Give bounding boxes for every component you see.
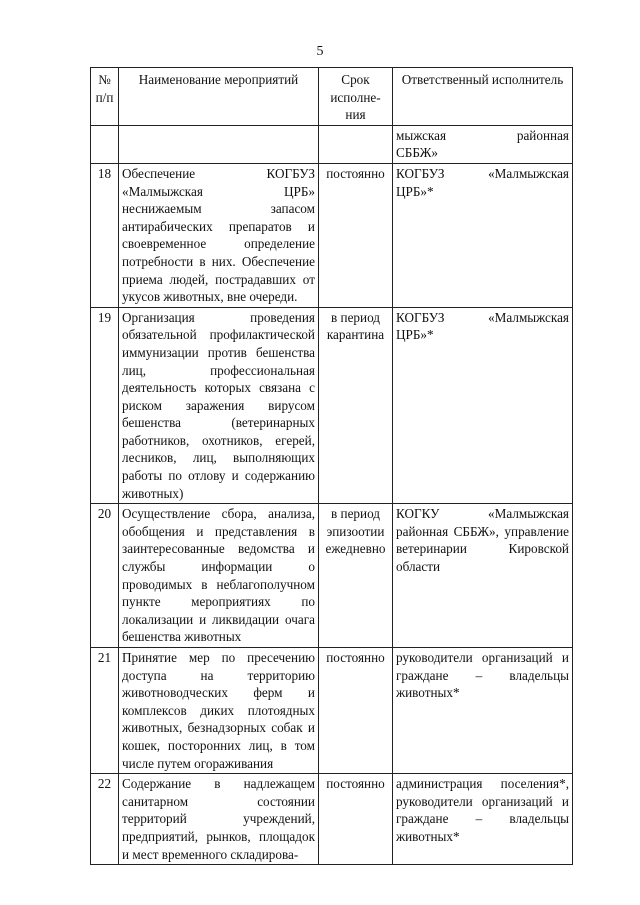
table-header-row <box>91 68 573 126</box>
cell-responsible: КОГБУЗ «Малмыжская ЦРБ»* <box>393 307 573 504</box>
cell-num: 18 <box>91 163 119 307</box>
page-number: 5 <box>316 44 324 59</box>
cell-num: 22 <box>91 774 119 865</box>
cell-term: в период эпизоотии ежедневно <box>319 504 393 648</box>
cell-name: Осуществление сбора, анализа, обобщения и представления в заинтересованные ведомства и службы информации о проводимых в неблагополучном пункте мероприятиях по локализации и ликвидации очага бешенства животных <box>119 504 319 648</box>
header-responsible: Ответственный исполнитель <box>393 68 573 126</box>
cell-name: Принятие мер по пресечению доступа на территорию животноводческих ферм и комплексов диких плотоядных животных, безнадзорных собак и кошек, посторонних лиц, в том числе путем огораживания <box>119 648 319 774</box>
cell-name: Организация проведения обязательной профилактической иммунизации против бешенства лиц, профессиональная деятельность которых связана с риском заражения вирусом бешенства (ветеринарных работников, охотников, егерей, лесников, лиц, выполняющих работы по отлову и содержанию животных) <box>119 307 319 504</box>
cell-num: 19 <box>91 307 119 504</box>
table-row <box>91 648 573 774</box>
cell-num <box>91 125 119 163</box>
cell-responsible: КОГБУЗ «Малмыжская ЦРБ»* <box>393 163 573 307</box>
cell-responsible: администрация поселения*, руководители организаций и граждане – владельцы животных* <box>393 774 573 865</box>
table-row <box>91 307 573 504</box>
cell-term: в период карантина <box>319 307 393 504</box>
header-num: № п/п <box>91 68 119 126</box>
header-term: Срок исполне-ния <box>319 68 393 126</box>
table-row <box>91 774 573 865</box>
continuation-line-2: СББЖ» <box>396 145 439 161</box>
cell-responsible <box>393 125 573 163</box>
table-row-continuation <box>91 125 573 163</box>
table-row <box>91 504 573 648</box>
cell-responsible: руководители организаций и граждане – владельцы животных* <box>393 648 573 774</box>
continuation-line-1: мыжская районная <box>396 127 569 143</box>
cell-name <box>119 125 319 163</box>
cell-name: Содержание в надлежащем санитарном состоянии территорий учреждений, предприятий, рынков, площадок и мест временного складирова- <box>119 774 319 865</box>
cell-num: 20 <box>91 504 119 648</box>
cell-term: постоянно <box>319 648 393 774</box>
measures-table <box>90 67 573 865</box>
cell-term: постоянно <box>319 163 393 307</box>
cell-term: постоянно <box>319 774 393 865</box>
header-name: Наименование мероприятий <box>119 68 319 126</box>
cell-responsible: КОГКУ «Малмыжская районная СББЖ», управление ветеринарии Кировской области <box>393 504 573 648</box>
table-row <box>91 163 573 307</box>
cell-name: Обеспечение КОГБУЗ «Малмыжская ЦРБ» неснижаемым запасом антирабических препаратов и своевременное определение потребности в них. Обеспечение приема людей, пострадавших от укусов животных, вне очереди. <box>119 163 319 307</box>
cell-term <box>319 125 393 163</box>
cell-num: 21 <box>91 648 119 774</box>
